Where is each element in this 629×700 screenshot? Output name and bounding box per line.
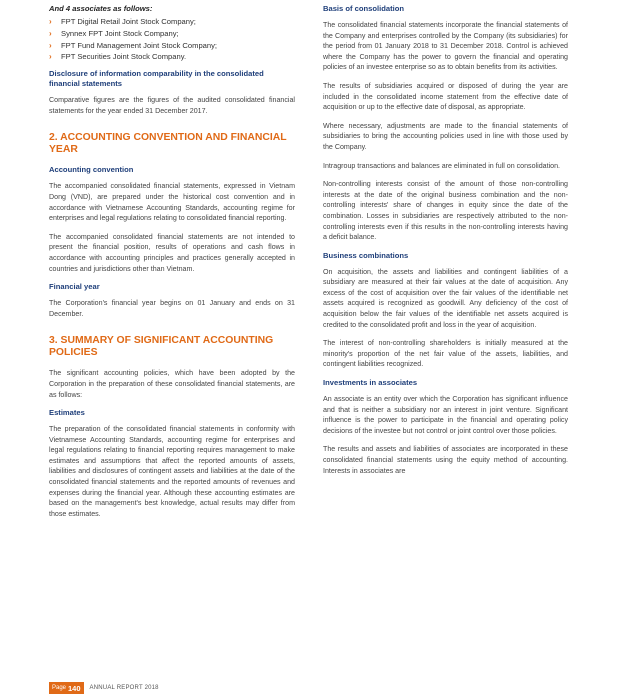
associates-list	[49, 16, 295, 63]
basis-paragraph-1: The consolidated financial statements incorporate the financial statements of the Company and enterprises controlled by the Company (its subsidiaries) for the period from 01 January 2018 to 31 December 2018. Control is achieved where the Company has the power to govern the financial and operating policies of an investee enterprise so as to obtain benefits from its activities.	[323, 21, 568, 72]
chevron-right-icon: ›	[49, 17, 52, 26]
accounting-convention-heading: Accounting convention	[49, 165, 134, 175]
report-title: ANNUAL REPORT 2018	[89, 685, 159, 691]
section-2-heading: 2. ACCOUNTING CONVENTION AND FINANCIAL YEAR	[49, 132, 287, 156]
chevron-right-icon: ›	[49, 52, 52, 62]
basis-of-consolidation-heading: Basis of consolidation	[323, 4, 405, 13]
investments-paragraph-2: The results and assets and liabilities of associates are incorporated in these consolidated financial statements using the equity method of accounting. Interests in associates are	[323, 445, 568, 475]
disclosure-text: Comparative figures are the figures of the audited consolidated financial statements for the year ended 31 December 2017.	[49, 96, 295, 115]
section-3-text: The significant accounting policies, which have been adopted by the Corporation in the preparation of these consolidated financial statements, are as follows:	[49, 369, 295, 399]
chevron-right-icon: ›	[49, 28, 52, 38]
basis-paragraph-3: Where necessary, adjustments are made to the financial statements of subsidiaries to bring the accounting policies used in line with those used by the Company.	[323, 121, 568, 151]
page-label: Page	[52, 685, 67, 691]
financial-year-heading: Financial year	[49, 282, 100, 292]
associates-intro: And 4 associates as follows:	[49, 4, 153, 13]
disclosure-heading: Disclosure of information comparability in the consolidated financial statements	[49, 69, 264, 89]
business-combinations-heading: Business combinations	[323, 250, 409, 260]
section-3-heading: 3. SUMMARY OF SIGNIFICANT ACCOUNTING POLICIES	[49, 335, 274, 359]
list-item: › FPT Fund Management Joint Stock Company;	[49, 40, 218, 50]
list-item: › FPT Securities Joint Stock Company.	[49, 52, 187, 62]
basis-paragraph-4: Intragroup transactions and balances are eliminated in full on consolidation.	[323, 161, 560, 170]
investments-in-associates-heading: Investments in associates	[323, 378, 418, 388]
list-item: › FPT Digital Retail Joint Stock Company;	[49, 17, 196, 26]
financial-year-text: The Corporation's financial year begins on 01 January and ends on 31 December.	[49, 299, 295, 318]
basis-paragraph-2: The results of subsidiaries acquired or disposed of during the year are included in the consolidated income statement from the effective date of acquisition or up to the effective date of disposal, as appropriate.	[323, 81, 568, 112]
accounting-convention-paragraph-2: The accompanied consolidated financial statements are not intended to present the financial position, results of operations and cash flows in accordance with accounting principles and practices generally accepted in countries and jurisdictions other than Vietnam.	[49, 232, 295, 273]
left-column	[49, 4, 295, 527]
accounting-convention-paragraph-1: The accompanied consolidated financial statements, expressed in Vietnam Dong (VND), are prepared under the historical cost convention and in accordance with Vietnamese Accounting Standards, accounting regime for enterprises and legal regulations relating to consolidated financial reporting.	[49, 182, 295, 223]
estimates-text: The preparation of the consolidated financial statements in conformity with Vietnamese Accounting Standards, accounting regime for enterprises and legal regulations relating to financial reporting requires management to make estimates and assumptions that affect the reported amounts of assets, liabilities and disclosures of contingent assets and liabilities at the date of the consolidated financial statements and the reported amounts of revenues and expenses during the financial year. Although these accounting estimates are based on the management's best knowledge, actual results may differ from those estimates.	[49, 425, 295, 518]
page-footer	[49, 682, 159, 694]
business-paragraph-2: The interest of non-controlling shareholders is initially measured at the minority's proportion of the net fair value of the assets, liabilities, and contingent liabilities recognized.	[323, 339, 568, 369]
business-paragraph-1: On acquisition, the assets and liabilities and contingent liabilities of a subsidiary are measured at their fair values at the date of acquisition. Any excess of the cost of acquisition over the fair values of the identifiable net assets acquired is recognized as goodwill. Any deficiency of the cost of acquisition below the fair values of the identifiable net assets acquired is credited to the consolidated profit and loss in the year of acquisition.	[323, 267, 568, 329]
page-number-badge	[49, 682, 84, 694]
page-number: 140	[68, 683, 81, 693]
basis-paragraph-5: Non-controlling interests consist of the amount of those non-controlling interests at the date of the original business combination and the non-controlling interests' share of changes in equity since the date of the combination. Losses in subsidiaries are respectively attributed to the non-controlling interests even if this results in the non-controlling interests having a deficit balance.	[323, 180, 568, 242]
list-item: › Synnex FPT Joint Stock Company;	[49, 28, 179, 38]
investments-paragraph-1: An associate is an entity over which the Corporation has significant influence and that is neither a subsidiary nor an interest in joint venture. Significant influence is the power to participate in the financial and operating policy decisions of the investee but not control or joint control over those policies.	[323, 395, 568, 435]
chevron-right-icon: ›	[49, 40, 52, 50]
estimates-heading: Estimates	[49, 408, 85, 418]
right-column	[323, 4, 568, 484]
